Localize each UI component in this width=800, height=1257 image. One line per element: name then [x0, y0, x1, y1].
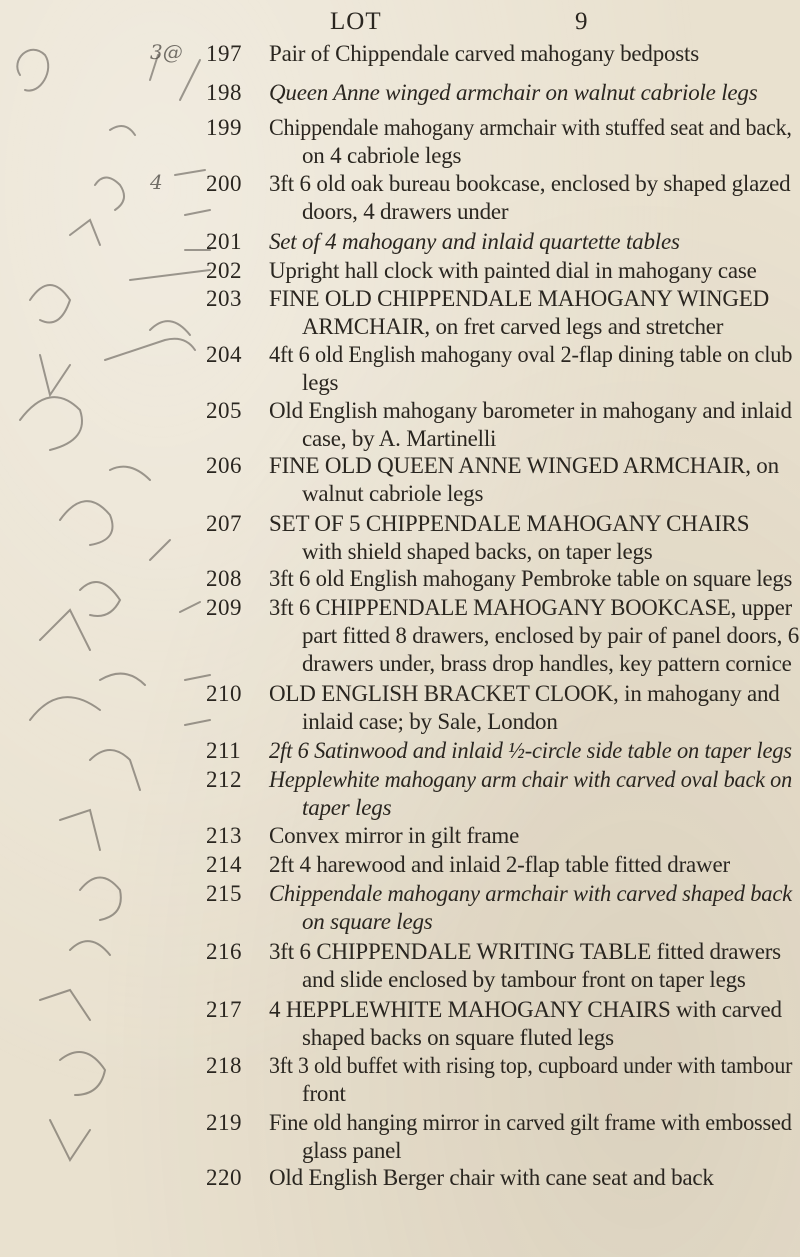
lot-description [269, 822, 789, 850]
lot-description [269, 737, 792, 765]
lot-description-line: Old English Berger chair with cane seat and back [269, 1165, 714, 1190]
lot-description [269, 40, 789, 68]
lot-description-line: OLD ENGLISH BRACKET CLOOK, in mahogany and [269, 681, 780, 706]
lot-description-continuation: walnut cabriole legs [302, 481, 484, 506]
lot-description [269, 510, 789, 566]
page-header [0, 8, 800, 38]
lot-description-continuation: legs [302, 370, 339, 395]
lot-description [269, 938, 789, 994]
lot-number: 210 [206, 681, 242, 706]
lot-number: 201 [206, 229, 242, 254]
lot-description-continuation: doors, 4 drawers under [302, 199, 509, 224]
lot-description [269, 680, 789, 736]
lot-description-line: Fine old hanging mirror in carved gilt frame with embossed [269, 1110, 792, 1135]
lot-description [269, 397, 792, 453]
lot-number: 215 [206, 881, 242, 906]
lot-description-line: 3ft 6 CHIPPENDALE WRITING TABLE fitted drawers [269, 939, 781, 964]
lot-description-line: Old English mahogany barometer in mahogany and inlaid [269, 398, 792, 423]
lot-description-continuation: front [302, 1081, 346, 1106]
lot-description-line: Hepplewhite mahogany arm chair with carved oval back on [269, 767, 793, 792]
lot-description-line: Queen Anne winged armchair on walnut cabriole legs [269, 80, 758, 105]
pencil-annotation: 3@ [150, 40, 183, 64]
lot-number: 200 [206, 171, 242, 196]
lot-description-line: 4ft 6 old English mahogany oval 2-flap dining table on club [269, 342, 793, 367]
lot-description [269, 880, 792, 936]
lot-description [269, 766, 793, 822]
lot-description-line: 3ft 6 old English mahogany Pembroke table on square legs [269, 566, 793, 591]
lot-description-continuation: part fitted 8 drawers, enclosed by pair of panel doors, 6 [302, 623, 799, 648]
lot-description-line: 4 HEPPLEWHITE MAHOGANY CHAIRS with carved [269, 997, 782, 1022]
lot-number: 216 [206, 939, 242, 964]
lot-description [269, 851, 789, 879]
lot-number: 209 [206, 595, 242, 620]
lot-description-continuation: and slide enclosed by tambour front on taper legs [302, 967, 746, 992]
lot-number: 206 [206, 453, 242, 478]
lot-description-continuation: on 4 cabriole legs [302, 143, 462, 168]
lot-description [269, 1164, 789, 1192]
lot-description [269, 452, 789, 508]
lot-description-continuation: case, by A. Martinelli [302, 426, 497, 451]
lot-description [269, 996, 789, 1052]
lot-description-continuation: on square legs [302, 909, 433, 934]
lot-description-line: Chippendale mahogany armchair with carved shaped back [269, 881, 792, 906]
lot-number: 208 [206, 566, 242, 591]
lot-description [269, 594, 799, 678]
lot-description [269, 1052, 793, 1108]
lot-number: 205 [206, 398, 242, 423]
lot-number: 203 [206, 286, 242, 311]
lot-description-line: SET OF 5 CHIPPENDALE MAHOGANY CHAIRS [269, 511, 750, 536]
lot-description-continuation: drawers under, brass drop handles, key pattern cornice [302, 651, 792, 676]
lot-description-line: Pair of Chippendale carved mahogany bedposts [269, 41, 699, 66]
lot-number: 217 [206, 997, 242, 1022]
pencil-marginalia [0, 0, 240, 1257]
lot-description-line: Chippendale mahogany armchair with stuffed seat and back, [269, 115, 792, 140]
lot-number: 197 [206, 41, 242, 66]
lot-number: 214 [206, 852, 242, 877]
lot-description-continuation: shaped backs on square fluted legs [302, 1025, 614, 1050]
lot-description-line: Upright hall clock with painted dial in mahogany case [269, 258, 757, 283]
header-lot-label: LOT [330, 8, 382, 35]
lot-description [269, 257, 789, 285]
lot-description [269, 228, 789, 256]
lot-number: 218 [206, 1053, 242, 1078]
lot-description-continuation: ARMCHAIR, on fret carved legs and stretcher [302, 314, 724, 339]
lot-description-line: 3ft 6 CHIPPENDALE MAHOGANY BOOKCASE, upper [269, 595, 792, 620]
lot-number: 202 [206, 258, 242, 283]
lot-number: 220 [206, 1165, 242, 1190]
lot-description-continuation: taper legs [302, 795, 392, 820]
lot-description [269, 1109, 792, 1165]
lot-number: 219 [206, 1110, 242, 1135]
lot-number: 198 [206, 80, 242, 105]
lot-description-continuation: inlaid case; by Sale, London [302, 709, 558, 734]
lot-number: 211 [206, 738, 242, 763]
lot-description-line: FINE OLD QUEEN ANNE WINGED ARMCHAIR, on [269, 453, 779, 478]
lot-description-line: 3ft 6 old oak bureau bookcase, enclosed by shaped glazed [269, 171, 791, 196]
lot-description [269, 285, 789, 341]
lot-description-line: FINE OLD CHIPPENDALE MAHOGANY WINGED [269, 286, 770, 311]
pencil-annotation: 4 [150, 170, 163, 194]
lot-description [269, 114, 792, 170]
lot-description [269, 79, 789, 107]
lot-description-line: 3ft 3 old buffet with rising top, cupboard under with tambour [269, 1053, 793, 1078]
lot-number: 204 [206, 342, 242, 367]
lot-number: 212 [206, 767, 242, 792]
lot-description-line: Set of 4 mahogany and inlaid quartette tables [269, 229, 680, 254]
lot-number: 207 [206, 511, 242, 536]
lot-description-line: 2ft 6 Satinwood and inlaid ½-circle side table on taper legs [269, 738, 792, 763]
lot-description-line: Convex mirror in gilt frame [269, 823, 520, 848]
lot-description-line: 2ft 4 harewood and inlaid 2-flap table fitted drawer [269, 852, 730, 877]
lot-number: 199 [206, 115, 242, 140]
lot-description-continuation: with shield shaped backs, on taper legs [302, 539, 653, 564]
lot-description [269, 341, 793, 397]
lot-description [269, 565, 793, 593]
lot-description [269, 170, 789, 226]
lot-number: 213 [206, 823, 242, 848]
lot-description-continuation: glass panel [302, 1138, 402, 1163]
page-number: 9 [575, 8, 588, 35]
